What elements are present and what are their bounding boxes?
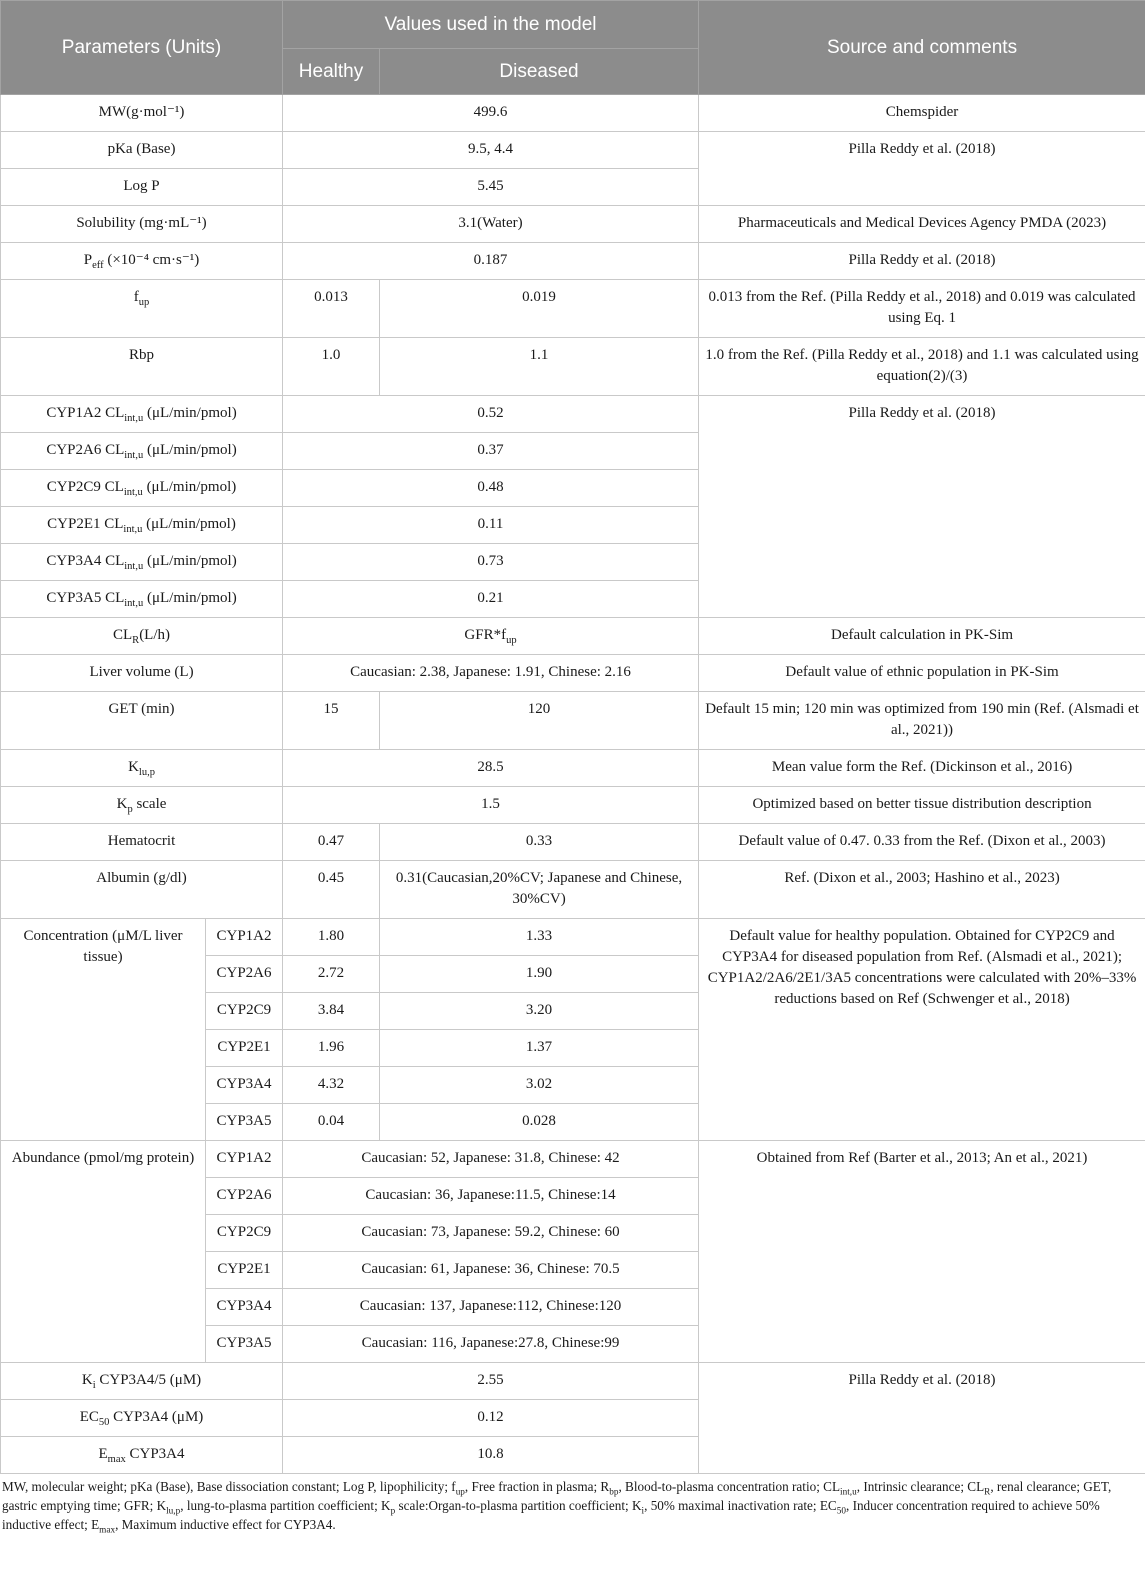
source-clint: Pilla Reddy et al. (2018) (699, 396, 1145, 618)
abund-value: Caucasian: 137, Japanese:112, Chinese:120 (283, 1289, 699, 1326)
conc-enzyme: CYP3A5 (206, 1104, 283, 1141)
abund-enzyme: CYP1A2 (206, 1141, 283, 1178)
table-footnote: MW, molecular weight; pKa (Base), Base dissociation constant; Log P, lipophilicity; $f_{up}$, Free fraction in plasma; $R_{bp}$, Blood-to-plasma concentration ratio; $CL_{int,u}$, Intrinsic clearance; $CL_R$, renal clearance; GET, gastric emptying time; GFR; $K_{lu,p}$, lung-to-plasma partition coefficient; $K_p$ scale:Organ-to-plasma partition coefficient; $K_i$, 50% maximal inactivation rate; $EC_{50}$, Inducer concentration required to achieve 50% inductive effect; $E_{max}$, Maximum inductive effect for CYP3A4. (2, 1479, 1112, 1535)
abund-enzyme: CYP2E1 (206, 1252, 283, 1289)
value-kp-scale: 1.5 (283, 787, 699, 824)
value-solubility: 3.1(Water) (283, 206, 699, 243)
param-pka: pKa (Base) (1, 132, 283, 169)
value-hematocrit-healthy: 0.47 (283, 824, 380, 861)
value-fup-diseased: 0.019 (380, 280, 699, 338)
value-logp: 5.45 (283, 169, 699, 206)
source-pka-logp: Pilla Reddy et al. (2018) (699, 132, 1145, 206)
param-clr: $CL_R(L/h)$ (1, 618, 283, 655)
conc-diseased: 0.028 (380, 1104, 699, 1141)
abund-value: Caucasian: 36, Japanese:11.5, Chinese:14 (283, 1178, 699, 1215)
param-klup: $K_{lu,p}$ (1, 750, 283, 787)
value-get-diseased: 120 (380, 692, 699, 750)
header-diseased: Diseased (380, 49, 699, 95)
param-logp: Log P (1, 169, 283, 206)
source-clr: Default calculation in PK-Sim (699, 618, 1145, 655)
conc-enzyme: CYP3A4 (206, 1067, 283, 1104)
abund-value: Caucasian: 116, Japanese:27.8, Chinese:99 (283, 1326, 699, 1363)
header-parameters: Parameters (Units) (1, 1, 283, 95)
param-get: GET (min) (1, 692, 283, 750)
param-ki: $K_i$ CYP3A4/5 (μM) (1, 1363, 283, 1400)
param-clint-cyp3a4: CYP3A4 $CL_{int,u}$ (μL/min/pmol) (1, 544, 283, 581)
source-klup: Mean value form the Ref. (Dickinson et al., 2016) (699, 750, 1145, 787)
value-rbp-healthy: 1.0 (283, 338, 380, 396)
param-peff: $P_{eff}$ (×10⁻⁴ cm·s⁻¹) (1, 243, 283, 280)
param-abundance: Abundance (pmol/mg protein) (1, 1141, 206, 1363)
source-fup: 0.013 from the Ref. (Pilla Reddy et al., 2018) and 0.019 was calculated using Eq. 1 (699, 280, 1145, 338)
value-ec50: 0.12 (283, 1400, 699, 1437)
conc-healthy: 3.84 (283, 993, 380, 1030)
source-get: Default 15 min; 120 min was optimized from 190 min (Ref. (Alsmadi et al., 2021)) (699, 692, 1145, 750)
abund-value: Caucasian: 61, Japanese: 36, Chinese: 70.5 (283, 1252, 699, 1289)
source-ki-ec50-emax: Pilla Reddy et al. (2018) (699, 1363, 1145, 1474)
conc-healthy: 4.32 (283, 1067, 380, 1104)
param-fup: $f_{up}$ (1, 280, 283, 338)
param-mw: MW(g·mol⁻¹) (1, 95, 283, 132)
value-pka: 9.5, 4.4 (283, 132, 699, 169)
param-albumin: Albumin (g/dl) (1, 861, 283, 919)
abund-value: Caucasian: 52, Japanese: 31.8, Chinese: 42 (283, 1141, 699, 1178)
param-clint-cyp3a5: CYP3A5 $CL_{int,u}$ (μL/min/pmol) (1, 581, 283, 618)
source-rbp: 1.0 from the Ref. (Pilla Reddy et al., 2018) and 1.1 was calculated using equation(2)/(3) (699, 338, 1145, 396)
param-emax: $E_{max}$ CYP3A4 (1, 1437, 283, 1474)
abund-enzyme: CYP2A6 (206, 1178, 283, 1215)
abund-value: Caucasian: 73, Japanese: 59.2, Chinese: 60 (283, 1215, 699, 1252)
value-albumin-healthy: 0.45 (283, 861, 380, 919)
param-hematocrit: Hematocrit (1, 824, 283, 861)
abund-enzyme: CYP3A4 (206, 1289, 283, 1326)
source-hematocrit: Default value of 0.47. 0.33 from the Ref. (Dixon et al., 2003) (699, 824, 1145, 861)
conc-enzyme: CYP1A2 (206, 919, 283, 956)
conc-diseased: 1.90 (380, 956, 699, 993)
conc-diseased: 1.37 (380, 1030, 699, 1067)
conc-healthy: 0.04 (283, 1104, 380, 1141)
param-liver-volume: Liver volume (L) (1, 655, 283, 692)
source-concentration: Default value for healthy population. Obtained for CYP2C9 and CYP3A4 for diseased population from Ref. (Alsmadi et al., 2021); CYP1A2/2A6/2E1/3A5 concentrations were calculated with 20%–33% reductions based on Ref (Schwenger et al., 2018) (699, 919, 1145, 1141)
value-clint-cyp2a6: 0.37 (283, 433, 699, 470)
conc-healthy: 2.72 (283, 956, 380, 993)
value-clr: $GFR*f_{up}$ (283, 618, 699, 655)
abund-enzyme: CYP3A5 (206, 1326, 283, 1363)
conc-healthy: 1.96 (283, 1030, 380, 1067)
conc-enzyme: CYP2C9 (206, 993, 283, 1030)
value-klup: 28.5 (283, 750, 699, 787)
value-peff: 0.187 (283, 243, 699, 280)
param-kp-scale: $K_p$ scale (1, 787, 283, 824)
param-clint-cyp2e1: CYP2E1 $CL_{int,u}$ (μL/min/pmol) (1, 507, 283, 544)
value-clint-cyp3a5: 0.21 (283, 581, 699, 618)
param-clint-cyp1a2: CYP1A2 $CL_{int,u}$ (μL/min/pmol) (1, 396, 283, 433)
value-hematocrit-diseased: 0.33 (380, 824, 699, 861)
param-rbp: Rbp (1, 338, 283, 396)
source-kp-scale: Optimized based on better tissue distribution description (699, 787, 1145, 824)
header-healthy: Healthy (283, 49, 380, 95)
source-peff: Pilla Reddy et al. (2018) (699, 243, 1145, 280)
header-source: Source and comments (699, 1, 1145, 95)
conc-diseased: 1.33 (380, 919, 699, 956)
value-emax: 10.8 (283, 1437, 699, 1474)
param-clint-cyp2a6: CYP2A6 $CL_{int,u}$ (μL/min/pmol) (1, 433, 283, 470)
conc-diseased: 3.02 (380, 1067, 699, 1104)
value-fup-healthy: 0.013 (283, 280, 380, 338)
abund-enzyme: CYP2C9 (206, 1215, 283, 1252)
param-concentration: Concentration (μM/L liver tissue) (1, 919, 206, 1141)
value-get-healthy: 15 (283, 692, 380, 750)
param-ec50: $EC_{50}$ CYP3A4 (μM) (1, 1400, 283, 1437)
conc-enzyme: CYP2E1 (206, 1030, 283, 1067)
source-liver-volume: Default value of ethnic population in PK-Sim (699, 655, 1145, 692)
value-rbp-diseased: 1.1 (380, 338, 699, 396)
source-mw: Chemspider (699, 95, 1145, 132)
source-solubility: Pharmaceuticals and Medical Devices Agency PMDA (2023) (699, 206, 1145, 243)
conc-enzyme: CYP2A6 (206, 956, 283, 993)
value-clint-cyp1a2: 0.52 (283, 396, 699, 433)
value-clint-cyp3a4: 0.73 (283, 544, 699, 581)
value-liver-volume: Caucasian: 2.38, Japanese: 1.91, Chinese: 2.16 (283, 655, 699, 692)
value-ki: 2.55 (283, 1363, 699, 1400)
conc-diseased: 3.20 (380, 993, 699, 1030)
source-albumin: Ref. (Dixon et al., 2003; Hashino et al., 2023) (699, 861, 1145, 919)
header-values: Values used in the model (283, 1, 699, 49)
param-clint-cyp2c9: CYP2C9 $CL_{int,u}$ (μL/min/pmol) (1, 470, 283, 507)
value-mw: 499.6 (283, 95, 699, 132)
value-clint-cyp2c9: 0.48 (283, 470, 699, 507)
value-clint-cyp2e1: 0.11 (283, 507, 699, 544)
source-abundance: Obtained from Ref (Barter et al., 2013; An et al., 2021) (699, 1141, 1145, 1363)
param-solubility: Solubility (mg·mL⁻¹) (1, 206, 283, 243)
conc-healthy: 1.80 (283, 919, 380, 956)
value-albumin-diseased: 0.31(Caucasian,20%CV; Japanese and Chinese, 30%CV) (380, 861, 699, 919)
